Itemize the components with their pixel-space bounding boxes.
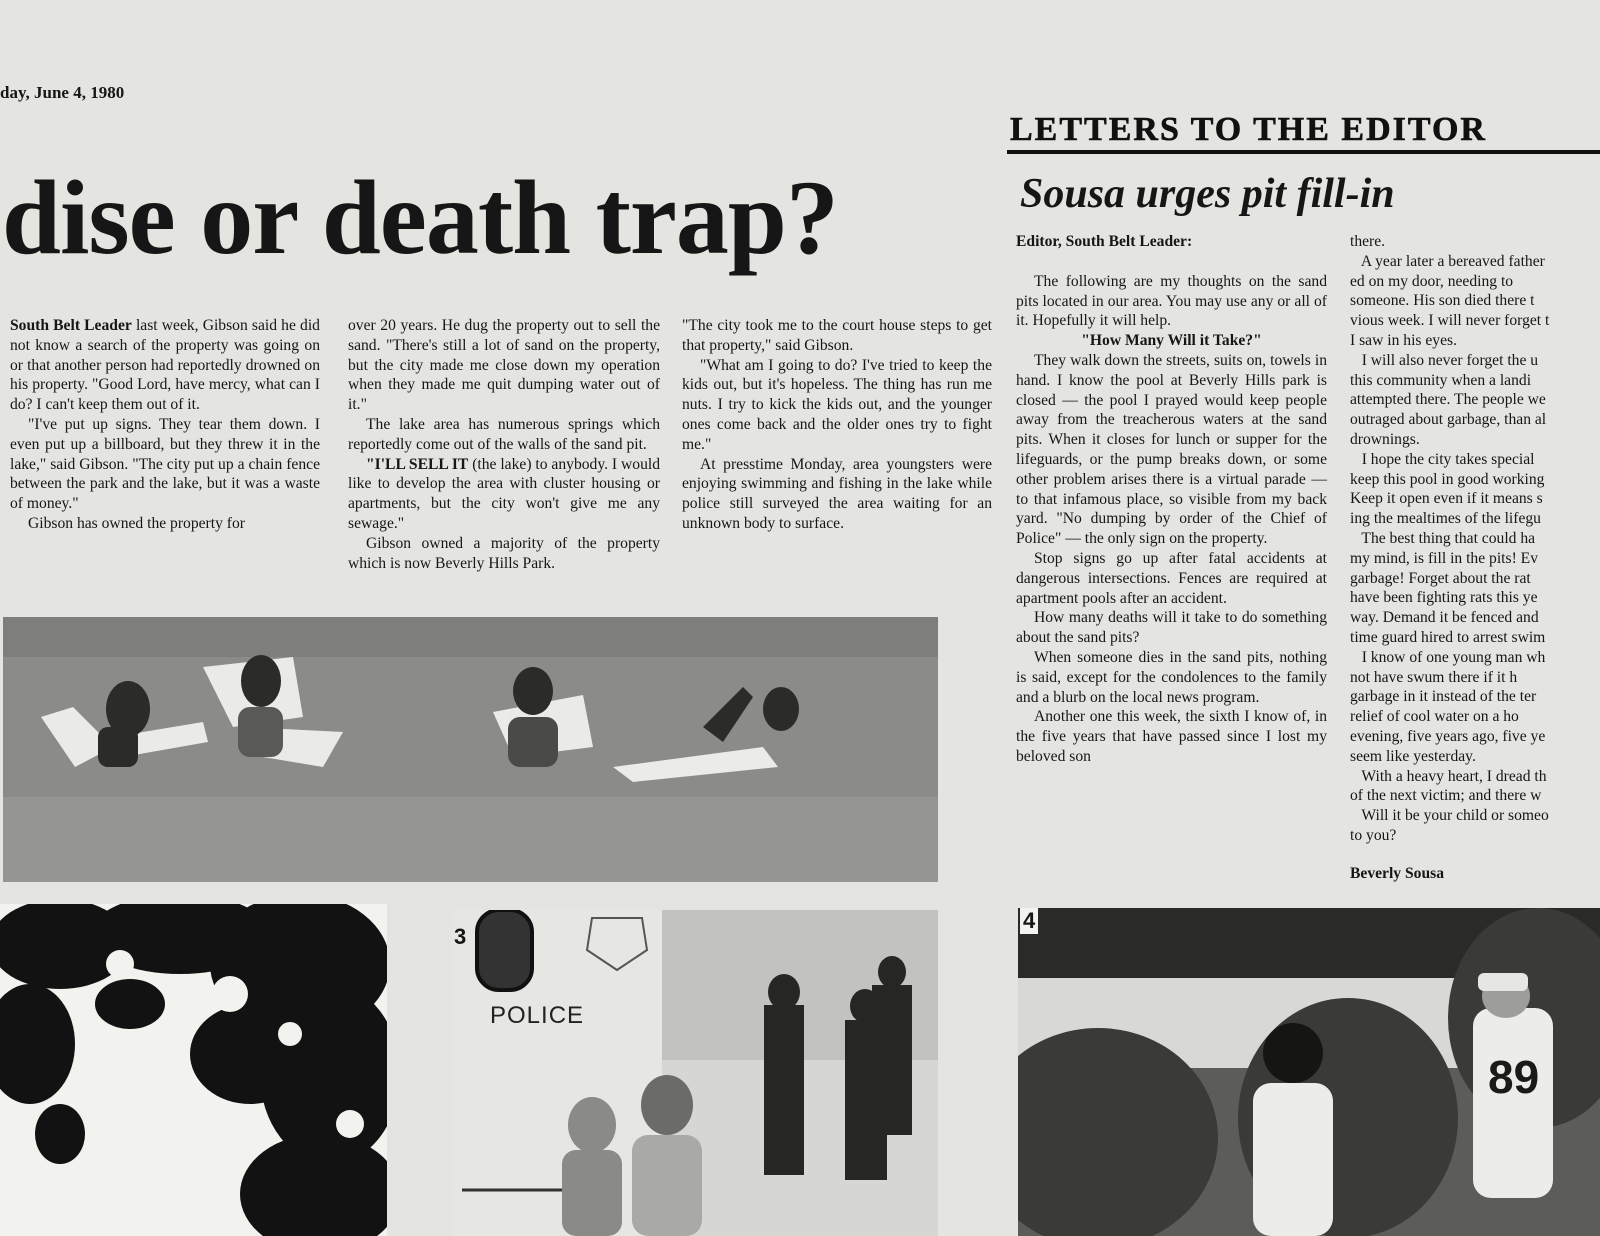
letter-line: have been fighting rats this ye: [1350, 589, 1538, 607]
letter-paragraph: When someone dies in the sand pits, nothing is said, except for the condolences to the family and a blurb on the local news program.: [1016, 648, 1327, 706]
letter-line: there.: [1350, 233, 1386, 250]
letter-line: attempted there. The people we: [1350, 391, 1546, 409]
subhead-lead: "I'LL SELL IT: [366, 455, 469, 473]
story-paragraph: "I've put up signs. They tear them down. I even put up a billboard, but they threw it in the lake," said Gibson. "The city put up a chain fence between the park and the lake, but it was a waste of money.": [10, 415, 320, 513]
letter-line: drownings.: [1350, 430, 1420, 448]
letter-paragraph: They walk down the streets, suits on, towels in hand. I know the pool at Beverly Hills park is closed — the pool I prayed would keep people away from the treacherous waters at the sand pits. When it closes for lunch or supper for the lifeguards, or the pump breaks down, or some other problem arises there is a virtual parade — to that infamous place, so visible from my back yard. "No dumping by order of the Chief of Police" — the only sign on the property.: [1016, 351, 1327, 548]
letter-paragraph: Another one this week, the sixth I know of, in the five years that have passed since I lost my beloved son: [1016, 708, 1327, 765]
letter-line: way. Demand it be fenced and: [1350, 609, 1539, 627]
letter-line: outraged about garbage, than al: [1350, 411, 1547, 429]
letter-column-1: [1016, 232, 1327, 767]
letter-line: garbage! Forget about the rat: [1350, 569, 1531, 587]
letter-line: I hope the city takes special: [1350, 450, 1535, 468]
letter-paragraph: Stop signs go up after fatal accidents at dangerous intersections. Fences are required at apartment pools after an accident.: [1016, 549, 1327, 607]
letter-salutation: Editor, South Belt Leader:: [1016, 233, 1193, 250]
story-paragraph: Gibson owned a majority of the property which is now Beverly Hills Park.: [348, 534, 660, 572]
story-paragraph: At presstime Monday, area youngsters were enjoying swimming and fishing in the lake while police still surveyed the area waiting for an unknown body to surface.: [682, 455, 992, 532]
letter-line: someone. His son died there t: [1350, 292, 1535, 310]
letter-line: relief of cool water on a ho: [1350, 708, 1519, 726]
letter-line: time guard hired to arrest swim: [1350, 628, 1546, 646]
letter-line: Keep it open even if it means s: [1350, 490, 1543, 508]
letter-line: I saw in his eyes.: [1350, 331, 1457, 349]
story-paragraph: "What am I going to do? I've tried to keep the kids out, but it's hopeless. The thing has run me nuts. I try to kick the kids out, and the younger ones come back and the older ones try to fight me.": [682, 356, 992, 453]
story-column-1: [10, 316, 320, 534]
photo-number: 3: [454, 924, 467, 949]
story-paragraph: [10, 316, 320, 415]
publication-name: South Belt Leader: [10, 317, 132, 334]
lake-illustration: [1018, 908, 1600, 1236]
tree-photo: [0, 904, 387, 1236]
letter-lines: [1350, 232, 1600, 846]
letter-line: With a heavy heart, I dread th: [1350, 767, 1547, 785]
letter-line: not have swum there if it h: [1350, 668, 1518, 686]
letter-line: of the next victim; and there w: [1350, 787, 1542, 805]
dateline: day, June 4, 1980: [0, 83, 125, 102]
paragraph-text: (the lake) to anybody. I would like to develop the area with cluster housing or apartments, but the city won't give me any sewage.": [348, 455, 661, 532]
letter-column-2: [1350, 232, 1600, 884]
letter-paragraph: The following are my thoughts on the sand pits located in our area. You may use any or all of it. Hopefully it will help.: [1016, 272, 1327, 330]
story-paragraph: over 20 years. He dug the property out to sell the sand. "There's still a lot of sand on the property, but the city made me close down my operation when they made me quit dumping water out of it.": [348, 317, 660, 414]
letter-line: evening, five years ago, five ye: [1350, 727, 1546, 745]
letter-line: The best thing that could ha: [1350, 529, 1536, 547]
jersey-number: 89: [1488, 1051, 1540, 1103]
section-rule: [1007, 150, 1600, 154]
letters-section-header: LETTERS TO THE EDITOR: [1010, 111, 1487, 148]
swimmers-photo: [3, 617, 938, 882]
letter-line: I know of one young man wh: [1350, 648, 1546, 666]
letter-line: my mind, is fill in the pits! Ev: [1350, 549, 1538, 567]
letter-line: garbage in it instead of the ter: [1350, 688, 1537, 706]
story-paragraph: Gibson has owned the property for: [28, 514, 245, 532]
letter-signature: Beverly Sousa: [1350, 864, 1444, 882]
paragraph-text: last week, Gibson said he did not know a search of the property was going on or that another person had reportedly drowned on his property. "Good Lord, have mercy, what can I do? I can't keep them out of it.: [10, 317, 320, 414]
letter-line: to you?: [1350, 826, 1397, 844]
story-paragraph: "The city took me to the court house steps to get that property," said Gibson.: [682, 317, 992, 354]
letter-line: seem like yesterday.: [1350, 747, 1476, 765]
letter-line: ing the mealtimes of the lifegu: [1350, 510, 1541, 528]
letter-paragraph: How many deaths will it take to do something about the sand pits?: [1016, 609, 1327, 647]
letter-line: vious week. I will never forget t: [1350, 312, 1550, 330]
letter-subhead: "How Many Will it Take?": [1081, 332, 1262, 350]
police-photo: [452, 910, 938, 1236]
letter-line: this community when a landi: [1350, 371, 1532, 389]
headline: dise or death trap?: [2, 159, 838, 276]
letter-line: ed on my door, needing to: [1350, 272, 1514, 290]
story-paragraph: [348, 455, 660, 534]
story-column-2: [348, 316, 660, 573]
swimmers-illustration: [3, 617, 938, 882]
story-column-3: [682, 316, 992, 534]
story-paragraph: The lake area has numerous springs which reportedly come out of the walls of the sand pit.: [348, 415, 660, 453]
police-sign-text: POLICE: [490, 1002, 585, 1029]
letter-line: A year later a bereaved father: [1350, 252, 1545, 270]
lake-photo: [1018, 908, 1600, 1236]
photo-number: 4: [1020, 908, 1038, 934]
letter-line: I will also never forget the u: [1350, 351, 1539, 369]
tree-illustration: [0, 904, 387, 1236]
letter-line: Will it be your child or someo: [1350, 807, 1549, 825]
letter-title: Sousa urges pit fill-in: [1020, 171, 1395, 217]
police-illustration: [452, 910, 938, 1236]
letter-line: keep this pool in good working: [1350, 470, 1545, 488]
